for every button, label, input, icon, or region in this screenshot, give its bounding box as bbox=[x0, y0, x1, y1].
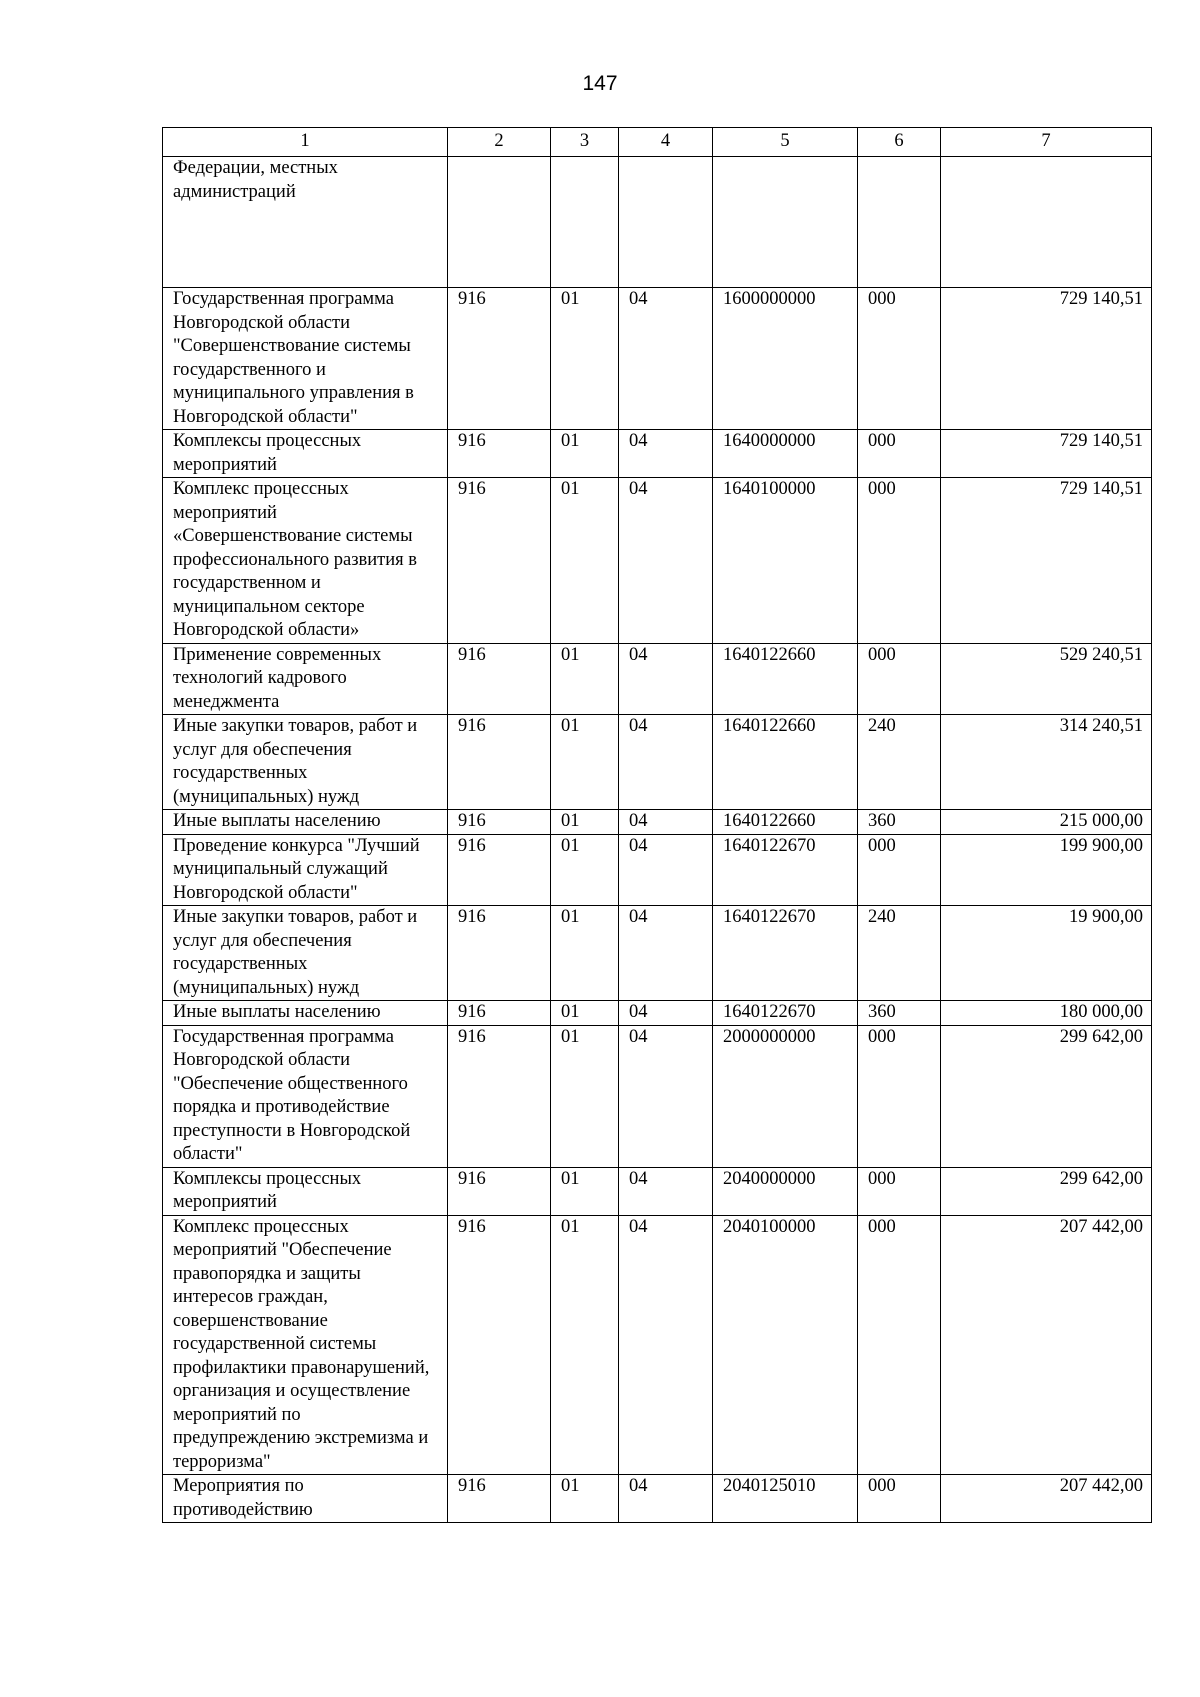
row-code-4: 04 bbox=[619, 643, 713, 715]
row-code-2: 916 bbox=[448, 643, 551, 715]
row-amount: 207 442,00 bbox=[941, 1215, 1152, 1475]
row-code-3: 01 bbox=[551, 834, 619, 906]
row-description: Федерации, местных администраций bbox=[163, 157, 448, 288]
column-header-5: 5 bbox=[713, 128, 858, 157]
row-description: Иные выплаты населению bbox=[163, 1001, 448, 1026]
row-target-article: 1640122660 bbox=[713, 715, 858, 810]
row-code-3: 01 bbox=[551, 715, 619, 810]
row-target-article: 1640122670 bbox=[713, 834, 858, 906]
row-description: Мероприятия по противодействию bbox=[163, 1475, 448, 1523]
row-amount: 180 000,00 bbox=[941, 1001, 1152, 1026]
column-header-7: 7 bbox=[941, 128, 1152, 157]
column-header-4: 4 bbox=[619, 128, 713, 157]
row-amount: 19 900,00 bbox=[941, 906, 1152, 1001]
row-code-4: 04 bbox=[619, 478, 713, 644]
row-target-article: 1600000000 bbox=[713, 288, 858, 430]
row-description: Комплексы процессных мероприятий bbox=[163, 1167, 448, 1215]
row-amount: 207 442,00 bbox=[941, 1475, 1152, 1523]
row-amount: 729 140,51 bbox=[941, 478, 1152, 644]
row-code-2: 916 bbox=[448, 478, 551, 644]
row-target-article: 2000000000 bbox=[713, 1025, 858, 1167]
column-header-2: 2 bbox=[448, 128, 551, 157]
row-amount: 729 140,51 bbox=[941, 430, 1152, 478]
budget-table bbox=[162, 127, 1152, 1523]
row-expense-type: 000 bbox=[858, 478, 941, 644]
row-amount: 299 642,00 bbox=[941, 1167, 1152, 1215]
row-expense-type: 240 bbox=[858, 715, 941, 810]
header-row bbox=[163, 128, 1152, 157]
row-code-3: 01 bbox=[551, 1025, 619, 1167]
row-expense-type: 000 bbox=[858, 643, 941, 715]
row-expense-type: 360 bbox=[858, 1001, 941, 1026]
row-code-4 bbox=[619, 157, 713, 288]
row-code-3: 01 bbox=[551, 1475, 619, 1523]
row-expense-type: 000 bbox=[858, 1475, 941, 1523]
row-amount: 529 240,51 bbox=[941, 643, 1152, 715]
row-code-2: 916 bbox=[448, 1167, 551, 1215]
row-code-3: 01 bbox=[551, 906, 619, 1001]
row-description: Иные выплаты населению bbox=[163, 810, 448, 835]
row-description: Государственная программа Новгородской области "Совершенствование системы государственного и муниципального управления в Новгородской области" bbox=[163, 288, 448, 430]
row-code-4: 04 bbox=[619, 1167, 713, 1215]
column-header-3: 3 bbox=[551, 128, 619, 157]
table-row bbox=[163, 1215, 1152, 1475]
table-row bbox=[163, 810, 1152, 835]
row-code-4: 04 bbox=[619, 906, 713, 1001]
row-code-4: 04 bbox=[619, 288, 713, 430]
table-row bbox=[163, 157, 1152, 288]
row-code-4: 04 bbox=[619, 1025, 713, 1167]
row-target-article: 1640100000 bbox=[713, 478, 858, 644]
row-code-4: 04 bbox=[619, 1475, 713, 1523]
row-description: Комплекс процессных мероприятий "Обеспечение правопорядка и защиты интересов граждан, совершенствование государственной системы профилактики правонарушений, организация и осуществление мероприятий по предупреждению экстремизма и терроризма" bbox=[163, 1215, 448, 1475]
row-amount: 729 140,51 bbox=[941, 288, 1152, 430]
row-expense-type: 000 bbox=[858, 834, 941, 906]
row-description: Иные закупки товаров, работ и услуг для обеспечения государственных (муниципальных) нужд bbox=[163, 906, 448, 1001]
column-header-1: 1 bbox=[163, 128, 448, 157]
page-number: 147 bbox=[582, 72, 618, 95]
row-code-4: 04 bbox=[619, 834, 713, 906]
row-code-3: 01 bbox=[551, 1167, 619, 1215]
row-target-article: 1640122660 bbox=[713, 643, 858, 715]
row-expense-type: 000 bbox=[858, 1025, 941, 1167]
row-amount: 314 240,51 bbox=[941, 715, 1152, 810]
row-target-article: 1640122670 bbox=[713, 1001, 858, 1026]
row-description: Применение современных технологий кадрового менеджмента bbox=[163, 643, 448, 715]
table-row bbox=[163, 1001, 1152, 1026]
row-expense-type: 240 bbox=[858, 906, 941, 1001]
row-code-3: 01 bbox=[551, 1001, 619, 1026]
table-row bbox=[163, 1167, 1152, 1215]
row-code-3: 01 bbox=[551, 478, 619, 644]
column-header-6: 6 bbox=[858, 128, 941, 157]
row-target-article: 1640122670 bbox=[713, 906, 858, 1001]
table-row bbox=[163, 906, 1152, 1001]
row-expense-type: 000 bbox=[858, 288, 941, 430]
row-code-2: 916 bbox=[448, 288, 551, 430]
row-target-article bbox=[713, 157, 858, 288]
row-code-3: 01 bbox=[551, 430, 619, 478]
row-target-article: 1640000000 bbox=[713, 430, 858, 478]
row-code-2: 916 bbox=[448, 834, 551, 906]
row-expense-type: 000 bbox=[858, 1215, 941, 1475]
row-code-3: 01 bbox=[551, 643, 619, 715]
row-code-3: 01 bbox=[551, 810, 619, 835]
row-description: Комплекс процессных мероприятий «Совершенствование системы профессионального развития в государственном и муниципальном секторе Новгородской области» bbox=[163, 478, 448, 644]
row-expense-type: 000 bbox=[858, 430, 941, 478]
row-code-2 bbox=[448, 157, 551, 288]
row-code-4: 04 bbox=[619, 715, 713, 810]
row-target-article: 2040000000 bbox=[713, 1167, 858, 1215]
table-row bbox=[163, 1475, 1152, 1523]
row-code-2: 916 bbox=[448, 715, 551, 810]
row-amount bbox=[941, 157, 1152, 288]
row-code-4: 04 bbox=[619, 1001, 713, 1026]
row-expense-type bbox=[858, 157, 941, 288]
table-row bbox=[163, 430, 1152, 478]
row-code-2: 916 bbox=[448, 1215, 551, 1475]
row-amount: 299 642,00 bbox=[941, 1025, 1152, 1167]
row-code-3: 01 bbox=[551, 288, 619, 430]
row-code-3: 01 bbox=[551, 1215, 619, 1475]
row-target-article: 1640122660 bbox=[713, 810, 858, 835]
row-description: Проведение конкурса "Лучший муниципальный служащий Новгородской области" bbox=[163, 834, 448, 906]
row-description: Государственная программа Новгородской области "Обеспечение общественного порядка и противодействие преступности в Новгородской области" bbox=[163, 1025, 448, 1167]
row-description: Комплексы процессных мероприятий bbox=[163, 430, 448, 478]
row-expense-type: 360 bbox=[858, 810, 941, 835]
row-code-2: 916 bbox=[448, 1001, 551, 1026]
row-code-4: 04 bbox=[619, 810, 713, 835]
row-amount: 199 900,00 bbox=[941, 834, 1152, 906]
row-code-3 bbox=[551, 157, 619, 288]
row-description: Иные закупки товаров, работ и услуг для обеспечения государственных (муниципальных) нужд bbox=[163, 715, 448, 810]
table-row bbox=[163, 834, 1152, 906]
row-code-4: 04 bbox=[619, 430, 713, 478]
row-code-2: 916 bbox=[448, 1475, 551, 1523]
table-row bbox=[163, 715, 1152, 810]
table-row bbox=[163, 288, 1152, 430]
row-target-article: 2040100000 bbox=[713, 1215, 858, 1475]
row-code-2: 916 bbox=[448, 906, 551, 1001]
row-code-2: 916 bbox=[448, 430, 551, 478]
table-row bbox=[163, 1025, 1152, 1167]
row-code-2: 916 bbox=[448, 1025, 551, 1167]
table-row bbox=[163, 478, 1152, 644]
row-target-article: 2040125010 bbox=[713, 1475, 858, 1523]
row-amount: 215 000,00 bbox=[941, 810, 1152, 835]
row-expense-type: 000 bbox=[858, 1167, 941, 1215]
row-code-2: 916 bbox=[448, 810, 551, 835]
row-code-4: 04 bbox=[619, 1215, 713, 1475]
table-row bbox=[163, 643, 1152, 715]
